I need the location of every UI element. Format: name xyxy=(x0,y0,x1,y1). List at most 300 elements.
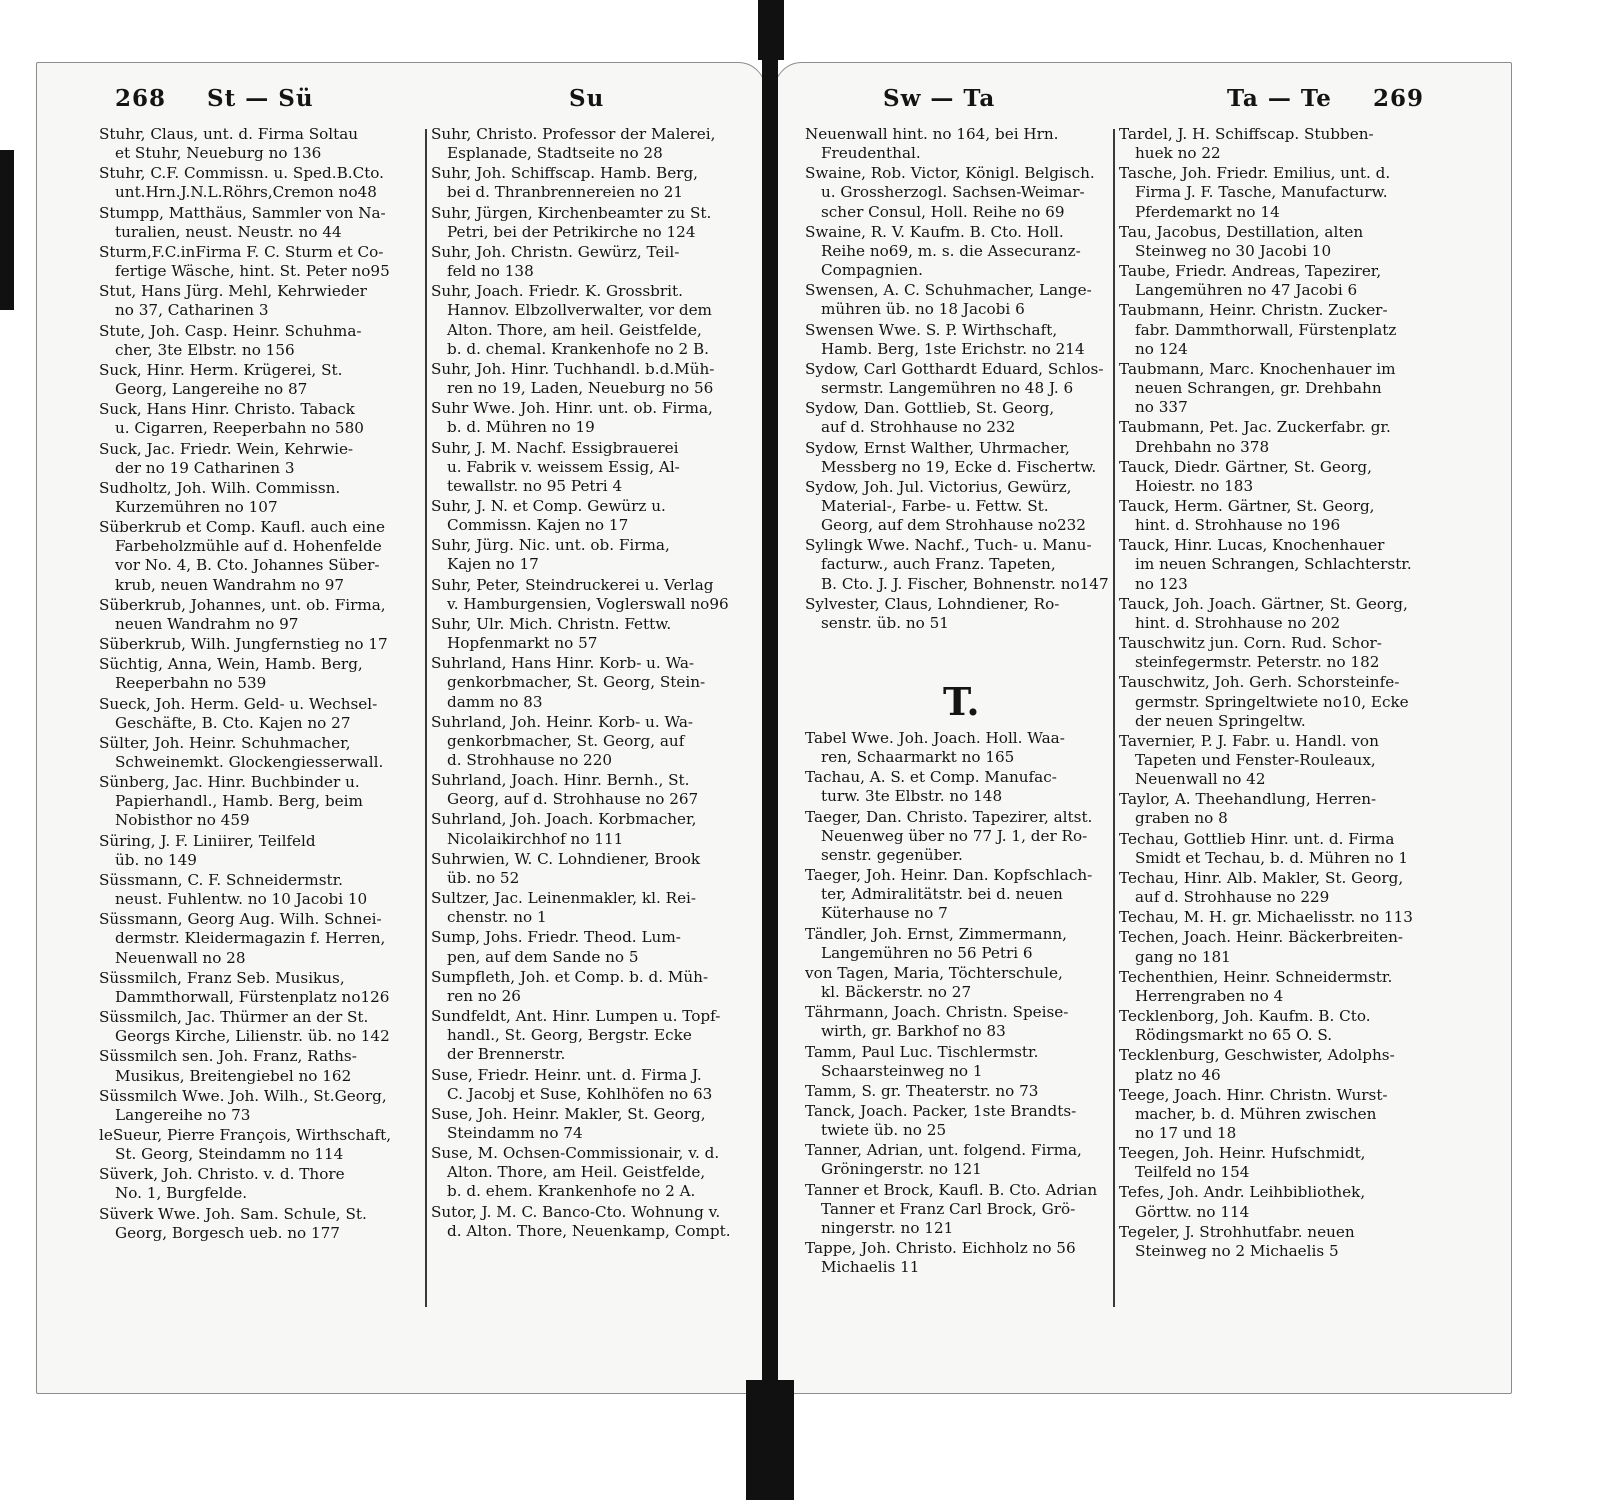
directory-entry xyxy=(431,536,757,574)
directory-entry xyxy=(1119,1007,1447,1045)
running-head-left: Sw — Ta xyxy=(883,85,996,112)
entry-line: Langereihe no 73 xyxy=(115,1105,251,1124)
entry-line: germstr. Springeltwiete no10, Ecke xyxy=(1135,692,1409,711)
entry-line: Pferdemarkt no 14 xyxy=(1135,202,1280,221)
directory-entry xyxy=(805,1043,1117,1081)
entry-line: b. d. Mühren no 19 xyxy=(447,418,595,437)
entry-line: facturw., auch Franz. Tapeten, xyxy=(821,555,1056,574)
entry-line: Suhr, Jürg. Nic. unt. ob. Firma, xyxy=(431,536,670,555)
entry-line: Geschäfte, B. Cto. Kajen no 27 xyxy=(115,713,351,732)
entry-line: Techau, Hinr. Alb. Makler, St. Georg, xyxy=(1119,868,1404,887)
entry-line: Georg, auf dem Strohhause no232 xyxy=(821,516,1086,535)
entry-line: Kajen no 17 xyxy=(447,555,539,574)
entry-line: B. Cto. J. J. Fischer, Bohnenstr. no147 xyxy=(821,574,1109,593)
directory-entry xyxy=(431,399,757,437)
entry-line: der no 19 Catharinen 3 xyxy=(115,458,295,477)
directory-entry xyxy=(1119,223,1447,261)
entry-line: no 124 xyxy=(1135,339,1188,358)
directory-entry xyxy=(1119,497,1447,535)
entry-line: ter, Admiralitätstr. bei d. neuen xyxy=(821,885,1063,904)
entry-line: Tabel Wwe. Joh. Joach. Holl. Waa- xyxy=(805,729,1065,747)
entry-line: Commissn. Kajen no 17 xyxy=(447,516,629,535)
entry-line: Tavernier, P. J. Fabr. u. Handl. von xyxy=(1119,731,1379,750)
entry-line: Süberkrub, Wilh. Jungfernstieg no 17 xyxy=(99,635,388,654)
right-page-column-1-sw xyxy=(805,125,1117,634)
directory-entry xyxy=(805,281,1117,319)
entry-line: ren, Schaarmarkt no 165 xyxy=(821,748,1015,767)
entry-line: Suhr, Christo. Professor der Malerei, xyxy=(431,125,716,143)
directory-entry xyxy=(1119,673,1447,730)
directory-entry xyxy=(99,1126,431,1164)
entry-line: Suhr, Peter, Steindruckerei u. Verlag xyxy=(431,575,714,594)
directory-entry xyxy=(99,832,431,870)
directory-entry xyxy=(805,536,1117,593)
directory-entry xyxy=(99,1205,431,1243)
directory-entry xyxy=(1119,1183,1447,1221)
entry-line: Süverk, Joh. Christo. v. d. Thore xyxy=(99,1165,345,1184)
entry-line: bei d. Thranbrennereien no 21 xyxy=(447,183,684,202)
entry-line: Sydow, Dan. Gottlieb, St. Georg, xyxy=(805,399,1055,418)
entry-line: Tamm, S. gr. Theaterstr. no 73 xyxy=(805,1081,1039,1100)
entry-line: C. Jacobj et Suse, Kohlhöfen no 63 xyxy=(447,1084,713,1103)
directory-entry xyxy=(805,164,1117,221)
entry-line: b. d. ehem. Krankenhofe no 2 A. xyxy=(447,1182,696,1201)
entry-line: krub, neuen Wandrahm no 97 xyxy=(115,575,345,594)
entry-line: auf d. Strohhause no 232 xyxy=(821,418,1016,437)
entry-line: Teegen, Joh. Heinr. Hufschmidt, xyxy=(1119,1144,1366,1163)
directory-entry xyxy=(99,773,431,830)
directory-entry xyxy=(805,360,1117,398)
entry-line: Sultzer, Jac. Leinenmakler, kl. Rei- xyxy=(431,889,697,908)
directory-entry xyxy=(1119,164,1447,221)
entry-line: Sudholtz, Joh. Wilh. Commissn. xyxy=(99,478,341,497)
directory-entry xyxy=(805,223,1117,280)
entry-line: fertige Wäsche, hint. St. Peter no95 xyxy=(115,262,390,281)
entry-line: gang no 181 xyxy=(1135,947,1231,966)
entry-line: d. Alton. Thore, Neuenkamp, Compt. xyxy=(447,1221,731,1240)
directory-entry xyxy=(1119,595,1447,633)
entry-line: Taubmann, Pet. Jac. Zuckerfabr. gr. xyxy=(1119,418,1391,437)
entry-line: Suhrland, Joh. Heinr. Korb- u. Wa- xyxy=(431,712,694,731)
directory-entry xyxy=(99,910,431,967)
directory-entry xyxy=(805,1141,1117,1179)
entry-line: Süring, J. F. Liniirer, Teilfeld xyxy=(99,831,316,850)
directory-entry xyxy=(431,282,757,359)
entry-line: u. Fabrik v. weissem Essig, Al- xyxy=(447,457,680,476)
entry-line: Compagnien. xyxy=(821,261,923,280)
entry-line: Michaelis 11 xyxy=(821,1258,920,1277)
entry-line: Suhr, Ulr. Mich. Christn. Fettw. xyxy=(431,614,672,633)
entry-line: üb. no 52 xyxy=(447,868,520,887)
directory-entry xyxy=(1119,1086,1447,1143)
directory-entry xyxy=(1119,1046,1447,1084)
directory-entry xyxy=(99,479,431,517)
entry-line: chenstr. no 1 xyxy=(447,908,547,927)
directory-entry xyxy=(805,964,1117,1002)
entry-line: Swensen Wwe. S. P. Wirthschaft, xyxy=(805,320,1058,339)
column-rule xyxy=(1113,129,1115,1307)
section-letter-t: T. xyxy=(943,679,980,724)
directory-entry xyxy=(99,1087,431,1125)
entry-line: Herrengraben no 4 xyxy=(1135,986,1284,1005)
entry-line: Georg, Borgesch ueb. no 177 xyxy=(115,1223,340,1242)
entry-line: Schaarsteinweg no 1 xyxy=(821,1061,983,1080)
entry-line: ren no 19, Laden, Neueburg no 56 xyxy=(447,379,714,398)
entry-line: Esplanade, Stadtseite no 28 xyxy=(447,144,663,163)
entry-line: genkorbmacher, St. Georg, Stein- xyxy=(447,673,706,692)
directory-entry xyxy=(99,635,431,654)
entry-line: Material-, Farbe- u. Fettw. St. xyxy=(821,496,1049,515)
column-rule xyxy=(425,129,427,1307)
entry-line: senstr. üb. no 51 xyxy=(821,613,949,632)
directory-entry xyxy=(431,360,757,398)
entry-line: Sturm,F.C.inFirma F. C. Sturm et Co- xyxy=(99,242,384,261)
entry-line: no 17 und 18 xyxy=(1135,1123,1237,1142)
entry-line: Suhr, Jürgen, Kirchenbeamter zu St. xyxy=(431,203,712,222)
entry-line: b. d. chemal. Krankenhofe no 2 B. xyxy=(447,339,710,358)
entry-line: Tanck, Joach. Packer, 1ste Brandts- xyxy=(805,1101,1077,1120)
directory-entry xyxy=(1119,928,1447,966)
directory-entry xyxy=(431,850,757,888)
entry-line: genkorbmacher, St. Georg, auf xyxy=(447,731,685,750)
entry-line: Suck, Hinr. Herm. Krügerei, St. xyxy=(99,360,343,379)
entry-line: et Stuhr, Neueburg no 136 xyxy=(115,144,322,163)
entry-line: Stut, Hans Jürg. Mehl, Kehrwieder xyxy=(99,282,367,301)
entry-line: Suse, M. Ochsen-Commissionair, v. d. xyxy=(431,1144,720,1163)
entry-line: Tau, Jacobus, Destillation, alten xyxy=(1119,222,1364,241)
gutter-shadow-top xyxy=(758,0,784,60)
entry-line: der neuen Springeltw. xyxy=(1135,711,1306,730)
directory-entry xyxy=(99,204,431,242)
directory-entry xyxy=(431,1007,757,1064)
entry-line: Sylingk Wwe. Nachf., Tuch- u. Manu- xyxy=(805,536,1092,555)
directory-entry xyxy=(805,1003,1117,1041)
entry-line: Süssmilch sen. Joh. Franz, Raths- xyxy=(99,1047,357,1066)
entry-line: sermstr. Langemühren no 48 J. 6 xyxy=(821,379,1074,398)
entry-line: Smidt et Techau, b. d. Mühren no 1 xyxy=(1135,848,1409,867)
entry-line: Taube, Friedr. Andreas, Tapezirer, xyxy=(1119,262,1382,281)
entry-line: Georg, Langereihe no 87 xyxy=(115,380,308,399)
directory-entry xyxy=(99,1047,431,1085)
entry-line: Sydow, Ernst Walther, Uhrmacher, xyxy=(805,438,1070,457)
entry-line: Stumpp, Matthäus, Sammler von Na- xyxy=(99,203,386,222)
entry-line: Suhr, J. N. et Comp. Gewürz u. xyxy=(431,496,666,515)
entry-line: Tamm, Paul Luc. Tischlermstr. xyxy=(805,1042,1039,1061)
directory-entry xyxy=(1119,418,1447,456)
entry-line: Tauschwitz, Joh. Gerh. Schorsteinfe- xyxy=(1119,673,1400,692)
entry-line: Sump, Johs. Friedr. Theod. Lum- xyxy=(431,928,681,947)
directory-entry xyxy=(431,615,757,653)
entry-line: Suhrland, Joh. Joach. Korbmacher, xyxy=(431,810,697,829)
entry-line: no 337 xyxy=(1135,398,1188,417)
directory-entry xyxy=(1119,1144,1447,1182)
entry-line: Papierhandl., Hamb. Berg, beim xyxy=(115,792,363,811)
entry-line: Steinweg no 30 Jacobi 10 xyxy=(1135,241,1332,260)
directory-entry xyxy=(431,497,757,535)
entry-line: Tappe, Joh. Christo. Eichholz no 56 xyxy=(805,1239,1076,1258)
entry-line: Techau, M. H. gr. Michaelisstr. no 113 xyxy=(1119,908,1413,927)
entry-line: Sülter, Joh. Heinr. Schuhmacher, xyxy=(99,733,351,752)
entry-line: u. Cigarren, Reeperbahn no 580 xyxy=(115,419,364,438)
entry-line: Sylvester, Claus, Lohndiener, Ro- xyxy=(805,594,1060,613)
entry-line: Reeperbahn no 539 xyxy=(115,674,267,693)
directory-entry xyxy=(99,440,431,478)
entry-line: Musikus, Breitengiebel no 162 xyxy=(115,1066,352,1085)
entry-line: Sydow, Carl Gotthardt Eduard, Schlos- xyxy=(805,359,1104,378)
entry-line: Küterhause no 7 xyxy=(821,904,948,923)
entry-line: Süchtig, Anna, Wein, Hamb. Berg, xyxy=(99,655,363,674)
entry-line: Freudenthal. xyxy=(821,144,921,163)
entry-line: der Brennerstr. xyxy=(447,1045,566,1064)
directory-entry xyxy=(1119,125,1447,163)
directory-entry xyxy=(99,596,431,634)
entry-line: Tauck, Herm. Gärtner, St. Georg, xyxy=(1119,496,1375,515)
entry-line: hint. d. Strohhause no 196 xyxy=(1135,516,1341,535)
entry-line: Hannov. Elbzollverwalter, vor dem xyxy=(447,301,712,320)
entry-line: Messberg no 19, Ecke d. Fischertw. xyxy=(821,457,1097,476)
directory-entry xyxy=(431,713,757,770)
entry-line: Süberkrub et Comp. Kaufl. auch eine xyxy=(99,518,385,537)
entry-line: no 123 xyxy=(1135,574,1188,593)
running-head-left: St — Sü xyxy=(207,85,314,112)
entry-line: kl. Bäckerstr. no 27 xyxy=(821,983,972,1002)
entry-line: dermstr. Kleidermagazin f. Herren, xyxy=(115,929,386,948)
directory-entry xyxy=(431,928,757,966)
directory-entry xyxy=(431,810,757,848)
entry-line: Steindamm no 74 xyxy=(447,1123,583,1142)
directory-entry xyxy=(99,361,431,399)
directory-entry xyxy=(99,400,431,438)
directory-entry xyxy=(805,1181,1117,1238)
entry-line: Gröningerstr. no 121 xyxy=(821,1160,982,1179)
directory-entry xyxy=(1119,908,1447,927)
directory-entry xyxy=(1119,262,1447,300)
entry-line: d. Strohhause no 220 xyxy=(447,751,613,769)
entry-line: Reihe no69, m. s. die Assecuranz- xyxy=(821,241,1081,260)
entry-line: Stute, Joh. Casp. Heinr. Schuhma- xyxy=(99,321,362,340)
entry-line: neust. Fuhlentw. no 10 Jacobi 10 xyxy=(115,890,368,909)
entry-line: Suhr Wwe. Joh. Hinr. unt. ob. Firma, xyxy=(431,399,713,418)
entry-line: steinfegermstr. Peterstr. no 182 xyxy=(1135,653,1380,672)
entry-line: mühren üb. no 18 Jacobi 6 xyxy=(821,300,1025,319)
directory-entry xyxy=(805,321,1117,359)
running-head-right: Ta — Te xyxy=(1227,85,1332,112)
entry-line: Sumpfleth, Joh. et Comp. b. d. Müh- xyxy=(431,967,709,986)
entry-line: pen, auf dem Sande no 5 xyxy=(447,947,639,966)
entry-line: Steinweg no 2 Michaelis 5 xyxy=(1135,1241,1339,1260)
entry-line: Georgs Kirche, Lilienstr. üb. no 142 xyxy=(115,1027,390,1046)
entry-line: Neuenwall no 42 xyxy=(1135,770,1266,789)
directory-entry xyxy=(1119,732,1447,789)
entry-line: damm no 83 xyxy=(447,692,543,711)
entry-line: vor No. 4, B. Cto. Johannes Süber- xyxy=(115,556,380,575)
entry-line: No. 1, Burgfelde. xyxy=(115,1184,248,1203)
entry-line: Süverk Wwe. Joh. Sam. Schule, St. xyxy=(99,1204,367,1223)
entry-line: Süssmann, C. F. Schneidermstr. xyxy=(99,870,344,889)
directory-entry xyxy=(99,1008,431,1046)
directory-entry xyxy=(805,768,1117,806)
directory-entry xyxy=(805,925,1117,963)
entry-line: hint. d. Strohhause no 202 xyxy=(1135,613,1341,632)
entry-line: Techau, Gottlieb Hinr. unt. d. Firma xyxy=(1119,829,1395,848)
entry-line: graben no 8 xyxy=(1135,809,1228,828)
directory-entry xyxy=(99,695,431,733)
directory-entry xyxy=(431,1203,757,1241)
directory-entry xyxy=(805,595,1117,633)
entry-line: Taeger, Dan. Christo. Tapezirer, altst. xyxy=(805,807,1093,826)
entry-line: neuen Wandrahm no 97 xyxy=(115,614,299,633)
entry-line: Schweinemkt. Glockengiesserwall. xyxy=(115,753,384,771)
entry-line: Teilfeld no 154 xyxy=(1135,1163,1250,1182)
entry-line: fabr. Dammthorwall, Fürstenplatz xyxy=(1135,320,1397,339)
directory-entry xyxy=(431,204,757,242)
directory-entry xyxy=(431,1066,757,1104)
entry-line: neuen Schrangen, gr. Drehbahn xyxy=(1135,379,1382,398)
entry-line: Nicolaikirchhof no 111 xyxy=(447,829,624,848)
directory-entry xyxy=(431,125,757,163)
entry-line: v. Hamburgensien, Voglerswall no96 xyxy=(447,594,729,613)
entry-line: twiete üb. no 25 xyxy=(821,1121,947,1140)
entry-line: Kurzemühren no 107 xyxy=(115,497,278,516)
entry-line: Tauschwitz jun. Corn. Rud. Schor- xyxy=(1119,634,1382,653)
entry-line: ren no 26 xyxy=(447,986,521,1005)
left-page-column-2 xyxy=(431,125,757,1242)
entry-line: Suhr, Joh. Schiffscap. Hamb. Berg, xyxy=(431,164,698,183)
directory-entry xyxy=(99,969,431,1007)
entry-line: Swaine, Rob. Victor, Königl. Belgisch. xyxy=(805,164,1095,183)
directory-entry xyxy=(431,771,757,809)
entry-line: Stuhr, C.F. Commissn. u. Sped.B.Cto. xyxy=(99,164,385,183)
entry-line: Neuenwall no 28 xyxy=(115,948,246,967)
right-page-column-1-t xyxy=(805,729,1117,1278)
directory-entry xyxy=(1119,1223,1447,1261)
open-book xyxy=(36,62,1510,1392)
entry-line: Taylor, A. Theehandlung, Herren- xyxy=(1119,790,1377,809)
directory-entry xyxy=(1119,301,1447,358)
entry-line: Dammthorwall, Fürstenplatz no126 xyxy=(115,987,390,1006)
entry-line: Firma J. F. Tasche, Manufacturw. xyxy=(1135,183,1388,202)
entry-line: Tauck, Joh. Joach. Gärtner, St. Georg, xyxy=(1119,594,1408,613)
entry-line: feld no 138 xyxy=(447,262,534,281)
entry-line: Tapeten und Fenster-Rouleaux, xyxy=(1135,751,1376,769)
directory-entry xyxy=(431,654,757,711)
directory-entry xyxy=(805,1239,1117,1277)
entry-line: Sundfeldt, Ant. Hinr. Lumpen u. Topf- xyxy=(431,1007,721,1026)
entry-line: Langemühren no 56 Petri 6 xyxy=(821,943,1033,962)
entry-line: Tährmann, Joach. Christn. Speise- xyxy=(805,1003,1069,1022)
entry-line: Suse, Joh. Heinr. Makler, St. Georg, xyxy=(431,1104,706,1123)
entry-line: Tefes, Joh. Andr. Leihbibliothek, xyxy=(1119,1183,1366,1202)
left-page xyxy=(36,62,766,1394)
entry-line: no 37, Catharinen 3 xyxy=(115,301,269,320)
entry-line: Tachau, A. S. et Comp. Manufac- xyxy=(805,768,1057,787)
directory-entry xyxy=(805,125,1117,163)
directory-entry xyxy=(805,1082,1117,1101)
directory-entry xyxy=(805,866,1117,923)
directory-entry xyxy=(431,1144,757,1201)
directory-entry xyxy=(1119,830,1447,868)
entry-line: Tauck, Diedr. Gärtner, St. Georg, xyxy=(1119,457,1372,476)
directory-entry xyxy=(431,576,757,614)
scan-edge-mark xyxy=(0,150,14,310)
entry-line: huek no 22 xyxy=(1135,144,1221,163)
directory-entry xyxy=(431,243,757,281)
entry-line: Süssmilch Wwe. Joh. Wilh., St.Georg, xyxy=(99,1086,387,1105)
entry-line: Taubmann, Heinr. Christn. Zucker- xyxy=(1119,301,1388,320)
entry-line: Sueck, Joh. Herm. Geld- u. Wechsel- xyxy=(99,694,378,713)
entry-line: üb. no 149 xyxy=(115,850,197,869)
entry-line: Alton. Thore, am Heil. Geistfelde, xyxy=(447,1163,706,1182)
directory-entry xyxy=(431,164,757,202)
entry-line: platz no 46 xyxy=(1135,1065,1221,1084)
entry-line: im neuen Schrangen, Schlachterstr. xyxy=(1135,555,1412,574)
entry-line: Suhrwien, W. C. Lohndiener, Brook xyxy=(431,849,701,868)
entry-line: Tardel, J. H. Schiffscap. Stubben- xyxy=(1119,125,1374,143)
entry-line: Tanner et Franz Carl Brock, Grö- xyxy=(821,1199,1076,1218)
directory-entry xyxy=(99,164,431,202)
entry-line: Alton. Thore, am heil. Geistfelde, xyxy=(447,320,702,339)
entry-line: Tanner, Adrian, unt. folgend. Firma, xyxy=(805,1141,1082,1160)
entry-line: Nobisthor no 459 xyxy=(115,811,250,830)
entry-line: Techenthien, Heinr. Schneidermstr. xyxy=(1119,967,1393,986)
directory-entry xyxy=(805,399,1117,437)
directory-entry xyxy=(431,889,757,927)
directory-entry xyxy=(805,729,1117,767)
directory-entry xyxy=(431,439,757,496)
entry-line: Suhr, Joach. Friedr. K. Grossbrit. xyxy=(431,282,683,301)
entry-line: Suhr, Joh. Hinr. Tuchhandl. b.d.Müh- xyxy=(431,359,715,378)
directory-entry xyxy=(805,478,1117,535)
entry-line: wirth, gr. Barkhof no 83 xyxy=(821,1022,1006,1041)
entry-line: Tanner et Brock, Kaufl. B. Cto. Adrian xyxy=(805,1180,1098,1199)
entry-line: Stuhr, Claus, unt. d. Firma Soltau xyxy=(99,125,359,143)
directory-entry xyxy=(805,439,1117,477)
entry-line: Tegeler, J. Strohhutfabr. neuen xyxy=(1119,1222,1355,1241)
right-page-column-2 xyxy=(1119,125,1447,1262)
directory-entry xyxy=(1119,790,1447,828)
entry-line: unt.Hrn.J.N.L.Röhrs,Cremon no48 xyxy=(115,183,377,202)
entry-line: Taubmann, Marc. Knochenhauer im xyxy=(1119,359,1396,378)
running-head-center: Su xyxy=(569,85,605,112)
left-page-column-1 xyxy=(99,125,431,1244)
directory-entry xyxy=(1119,536,1447,593)
directory-entry xyxy=(1119,458,1447,496)
entry-line: Suhr, J. M. Nachf. Essigbrauerei xyxy=(431,438,679,457)
entry-line: Petri, bei der Petrikirche no 124 xyxy=(447,222,696,241)
entry-line: Suhr, Joh. Christn. Gewürz, Teil- xyxy=(431,242,680,261)
entry-line: Tecklenburg, Geschwister, Adolphs- xyxy=(1119,1046,1395,1065)
entry-line: Neuenweg über no 77 J. 1, der Ro- xyxy=(821,826,1088,845)
directory-entry xyxy=(1119,634,1447,672)
entry-line: tewallstr. no 95 Petri 4 xyxy=(447,476,623,495)
entry-line: ningerstr. no 121 xyxy=(821,1218,954,1237)
directory-entry xyxy=(1119,360,1447,417)
entry-line: turalien, neust. Neustr. no 44 xyxy=(115,222,342,241)
entry-line: Suhrland, Joach. Hinr. Bernh., St. xyxy=(431,771,690,790)
entry-line: Suck, Jac. Friedr. Wein, Kehrwie- xyxy=(99,439,354,458)
entry-line: von Tagen, Maria, Töchterschule, xyxy=(805,963,1063,982)
directory-entry xyxy=(99,1165,431,1203)
directory-entry xyxy=(99,322,431,360)
entry-line: scher Consul, Holl. Reihe no 69 xyxy=(821,202,1065,221)
entry-line: auf d. Strohhause no 229 xyxy=(1135,888,1330,907)
entry-line: Teege, Joach. Hinr. Christn. Wurst- xyxy=(1119,1085,1388,1104)
entry-line: Langemühren no 47 Jacobi 6 xyxy=(1135,281,1358,300)
entry-line: Swensen, A. C. Schuhmacher, Lange- xyxy=(805,281,1092,300)
entry-line: macher, b. d. Mühren zwischen xyxy=(1135,1104,1377,1123)
entry-line: Tasche, Joh. Friedr. Emilius, unt. d. xyxy=(1119,164,1391,183)
entry-line: Hamb. Berg, 1ste Erichstr. no 214 xyxy=(821,339,1085,358)
